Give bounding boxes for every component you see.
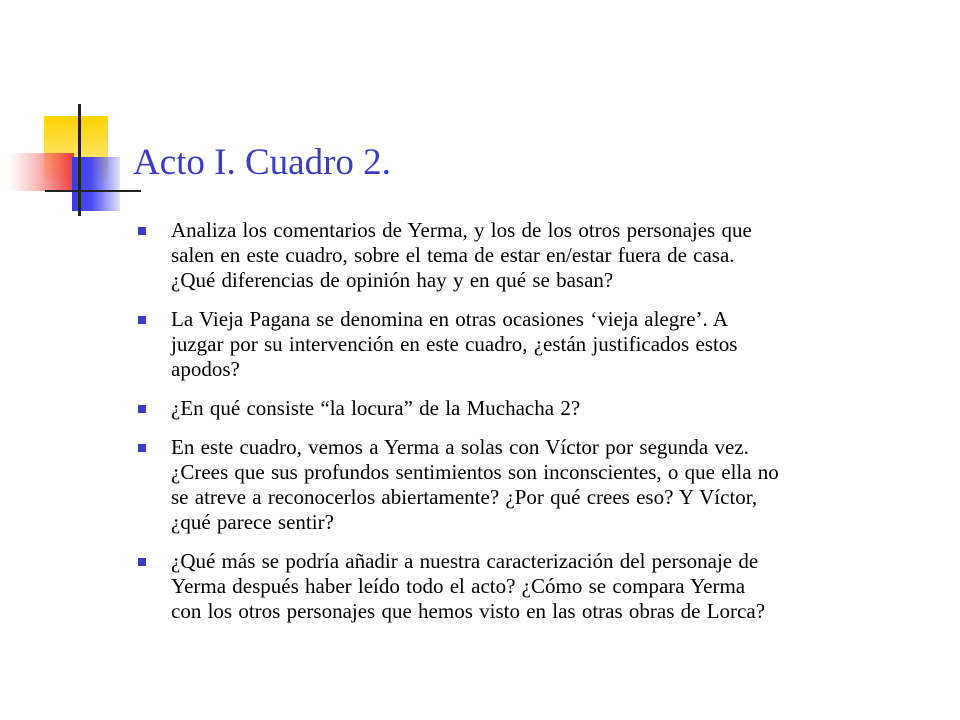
- bullet-line: apodos?: [171, 357, 240, 381]
- slide-title: Acto I. Cuadro 2.: [133, 142, 391, 183]
- bullet-line: Yerma después haber leído todo el acto? ¿Cómo se compara Yerma: [171, 574, 746, 598]
- horizontal-line-deco: [45, 190, 141, 192]
- square-bullet-icon: [138, 558, 146, 566]
- bullet-line: ¿Qué diferencias de opinión hay y en qué se basan?: [171, 268, 614, 292]
- bullet-item: [171, 218, 941, 293]
- bullet-line: La Vieja Pagana se denomina en otras ocasiones ‘vieja alegre’. A: [171, 307, 729, 331]
- square-bullet-icon: [138, 405, 146, 413]
- square-bullet-icon: [138, 316, 146, 324]
- bullet-line: ¿Qué más se podría añadir a nuestra caracterización del personaje de: [171, 549, 759, 573]
- bullet-line: con los otros personajes que hemos visto en las otras obras de Lorca?: [171, 599, 766, 623]
- bullet-list: [171, 218, 941, 638]
- bullet-line: ¿En qué consiste “la locura” de la Muchacha 2?: [171, 396, 581, 420]
- bullet-item: [171, 549, 941, 624]
- bullet-line: salen en este cuadro, sobre el tema de estar en/estar fuera de casa.: [171, 243, 735, 267]
- bullet-item: [171, 396, 941, 421]
- bullet-line: En este cuadro, vemos a Yerma a solas con Víctor por segunda vez.: [171, 435, 749, 459]
- square-bullet-icon: [138, 227, 146, 235]
- bullet-line: ¿qué parece sentir?: [171, 510, 334, 534]
- red-bar-deco: [10, 153, 74, 191]
- bullet-line: juzgar por su intervención en este cuadro, ¿están justificados estos: [171, 332, 738, 356]
- bullet-line: ¿Crees que sus profundos sentimientos son inconscientes, o que ella no: [171, 460, 779, 484]
- square-bullet-icon: [138, 444, 146, 452]
- vertical-line-deco: [78, 104, 81, 216]
- bullet-line: Analiza los comentarios de Yerma, y los de los otros personajes que: [171, 218, 752, 242]
- bullet-line: se atreve a reconocerlos abiertamente? ¿Por qué crees eso? Y Víctor,: [171, 485, 758, 509]
- bullet-item: [171, 435, 941, 535]
- bullet-item: [171, 307, 941, 382]
